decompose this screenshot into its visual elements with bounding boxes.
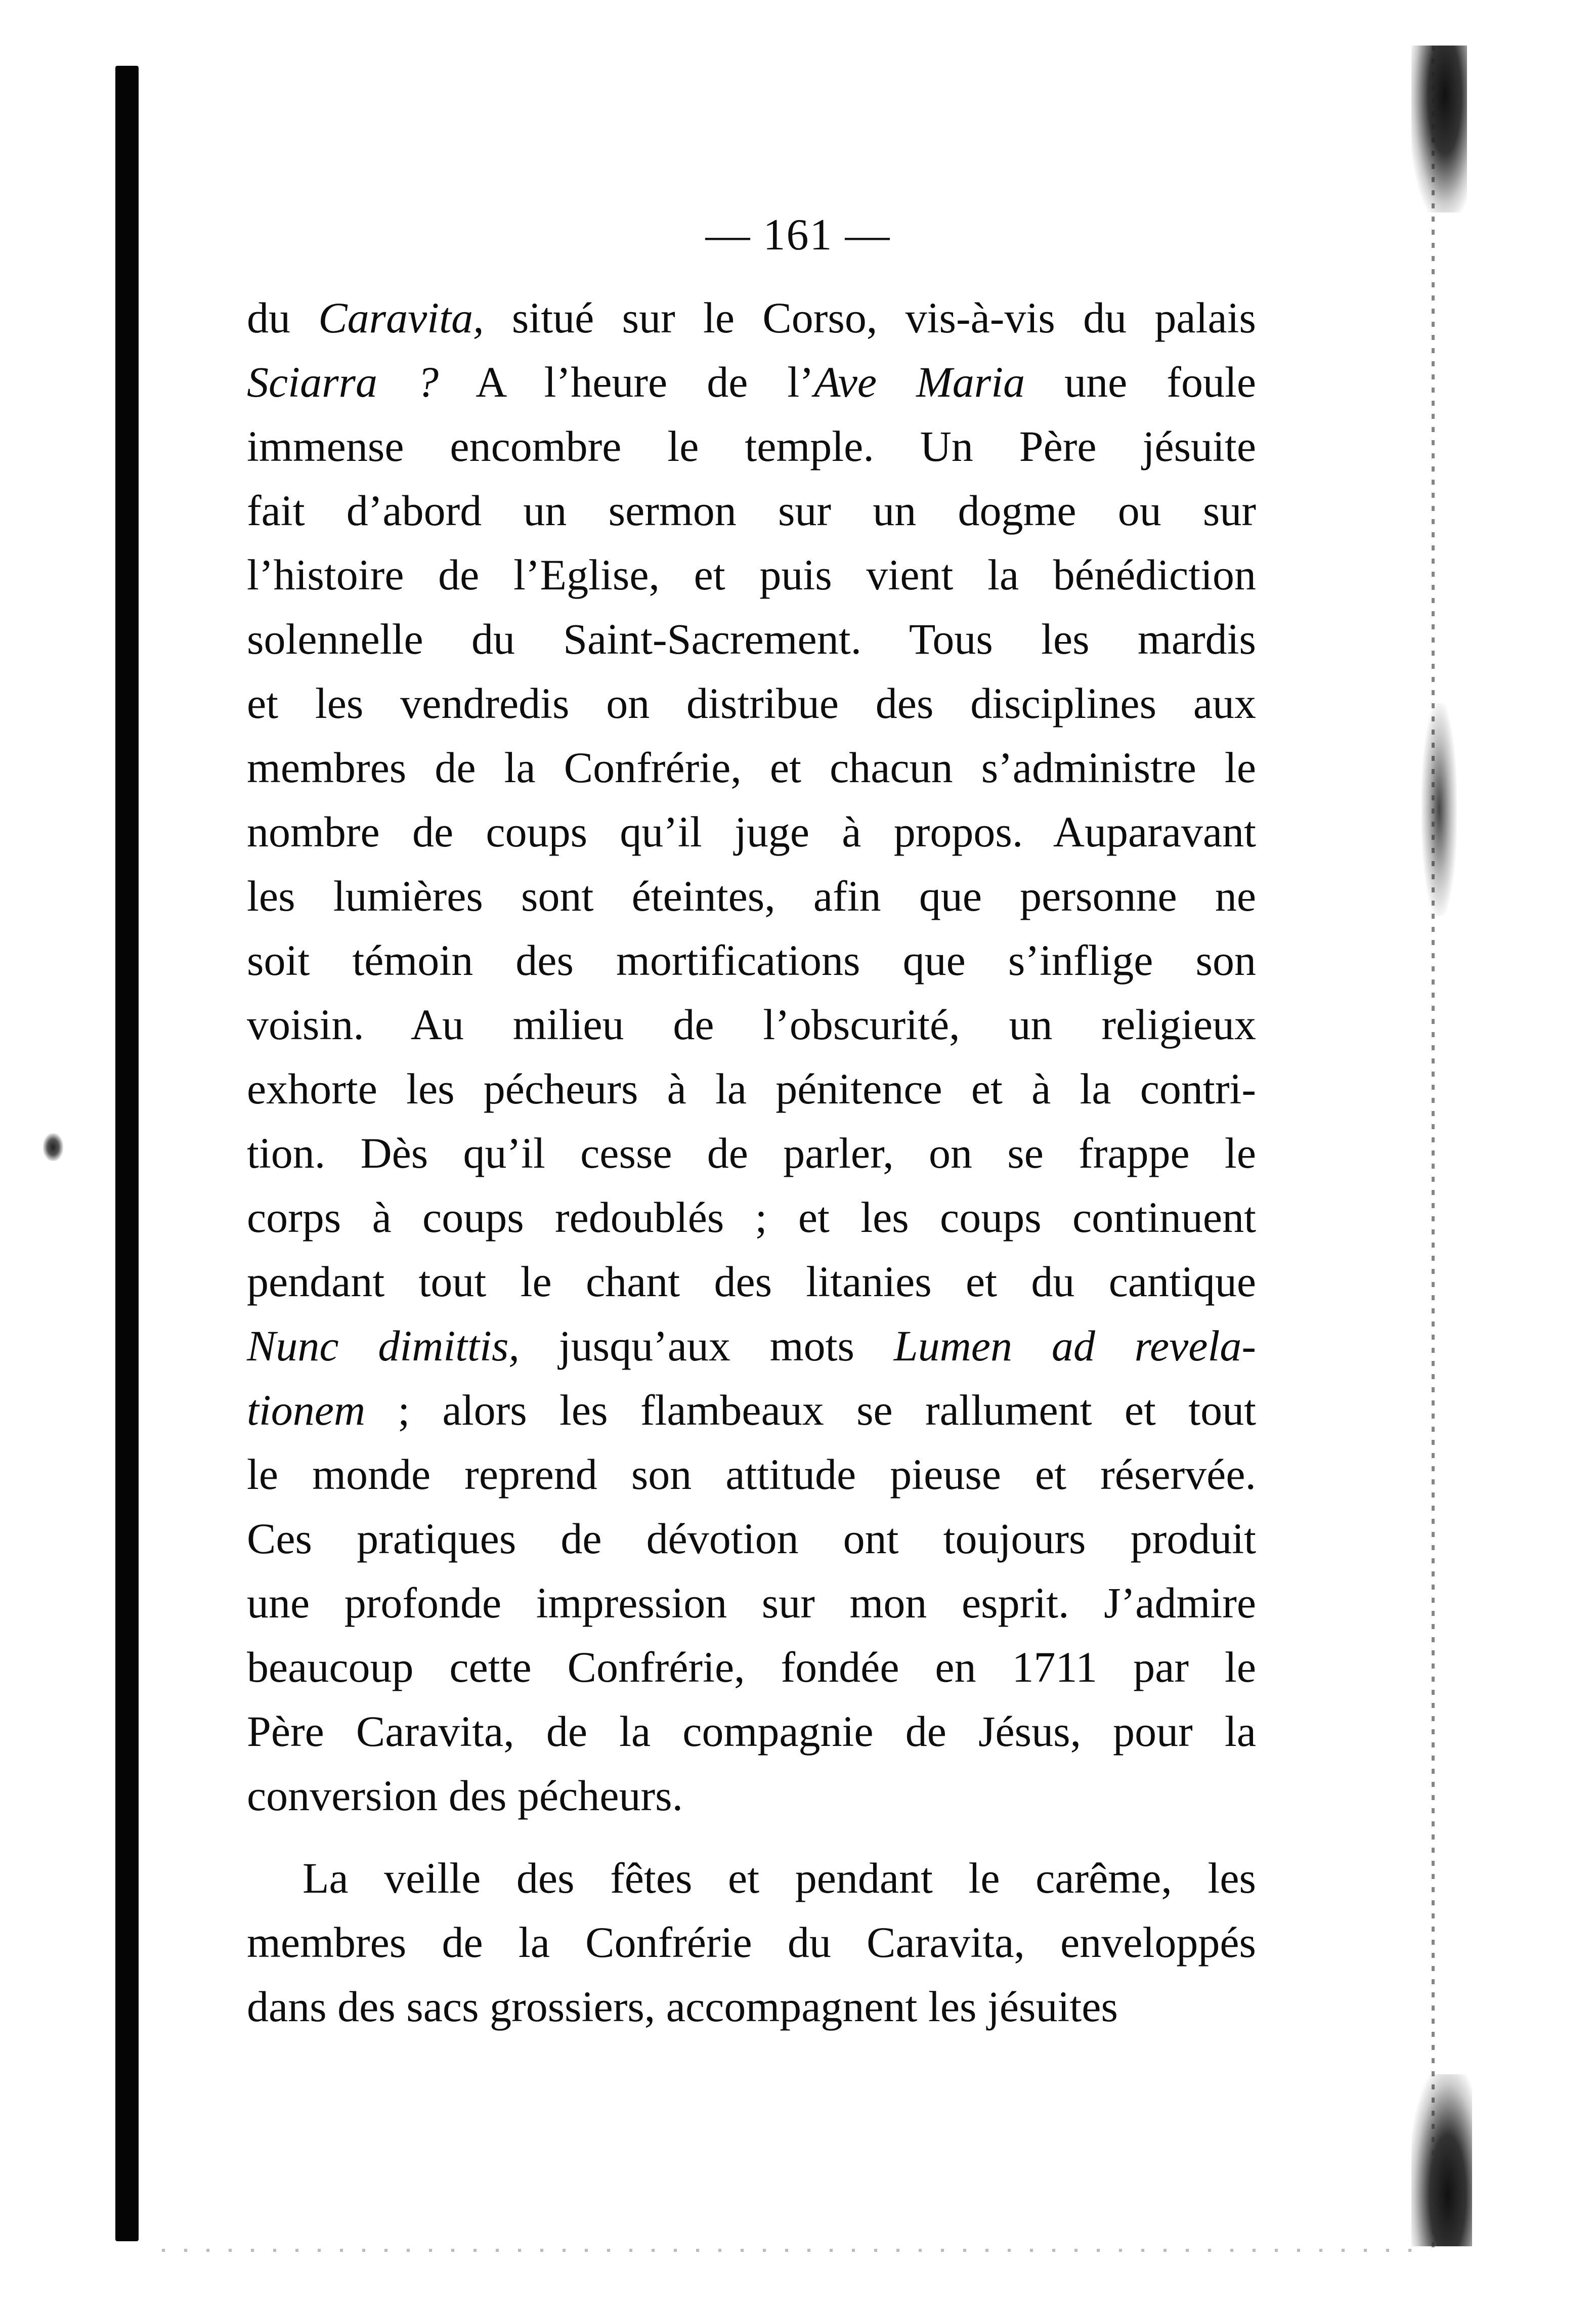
scan-bottom-noise [162, 2249, 1427, 2252]
italic-text: Sciarra ? [247, 358, 439, 406]
text-line [247, 1571, 1256, 1635]
text-run: corps à coups redoublés ; et les coups continuent [247, 1193, 1256, 1242]
text-line [247, 993, 1256, 1057]
body-text [247, 286, 1256, 2039]
text-line [247, 1975, 1256, 2039]
scan-blot-top [1411, 46, 1467, 212]
text-line [247, 1507, 1256, 1571]
text-run: A l’heure de l’ [439, 358, 814, 406]
italic-text: Lumen ad revela- [893, 1321, 1256, 1370]
text-run: immense encombre le temple. Un Père jésuite [247, 422, 1256, 471]
text-run: une profonde impression sur mon esprit. J’admire [247, 1578, 1256, 1627]
text-run: Père Caravita, de la compagnie de Jésus, pour la [247, 1707, 1256, 1756]
text-line [247, 607, 1256, 671]
text-run: du [247, 293, 319, 342]
text-line [247, 671, 1256, 736]
page-number: — 161 — [705, 210, 891, 260]
text-line [247, 800, 1256, 864]
text-run: pendant tout le chant des litanies et du cantique [247, 1257, 1256, 1306]
text-line [247, 286, 1256, 350]
text-run: beaucoup cette Confrérie, fondée en 1711 par le [247, 1643, 1256, 1691]
paragraph-gap [247, 1828, 1256, 1846]
text-run: tion. Dès qu’il cesse de parler, on se frappe le [247, 1129, 1256, 1177]
text-run: les lumières sont éteintes, afin que personne ne [247, 872, 1256, 920]
text-line [247, 928, 1256, 993]
text-line [247, 1314, 1256, 1378]
text-run: La veille des fêtes et pendant le carême, les [303, 1854, 1256, 1902]
text-line [247, 350, 1256, 414]
text-line [247, 1635, 1256, 1699]
text-line [247, 1250, 1256, 1314]
text-run: et les vendredis on distribue des disciplines aux [247, 679, 1256, 728]
text-line [247, 736, 1256, 800]
italic-text: Ave Maria [813, 358, 1025, 406]
text-line [247, 543, 1256, 607]
text-line [247, 1378, 1256, 1442]
text-run: ; alors les flambeaux se rallument et tout [365, 1386, 1256, 1434]
text-line [247, 479, 1256, 543]
text-line [247, 414, 1256, 479]
text-run: Ces pratiques de dévotion ont toujours produit [247, 1514, 1256, 1563]
italic-text: tionem [247, 1386, 366, 1434]
text-run: le monde reprend son attitude pieuse et réservée. [247, 1450, 1256, 1499]
scan-speck [43, 1133, 63, 1161]
italic-text: Nunc dimittis, [247, 1321, 520, 1370]
text-run: situé sur le Corso, vis-à-vis du palais [484, 293, 1256, 342]
text-run: exhorte les pécheurs à la pénitence et à la contri- [247, 1064, 1256, 1113]
text-line [247, 1442, 1256, 1507]
text-run: soit témoin des mortifications que s’inflige son [247, 936, 1256, 985]
text-run: solennelle du Saint-Sacrement. Tous les mardis [247, 615, 1256, 663]
text-run: conversion des pécheurs. [247, 1771, 683, 1820]
scan-dotted-edge [1432, 46, 1435, 2251]
text-run: fait d’abord un sermon sur un dogme ou sur [247, 486, 1256, 535]
text-line [247, 1910, 1256, 1975]
text-run: une foule [1025, 358, 1257, 406]
text-run: voisin. Au milieu de l’obscurité, un religieux [247, 1000, 1256, 1049]
text-run: nombre de coups qu’il juge à propos. Auparavant [247, 807, 1256, 856]
text-run: l’histoire de l’Eglise, et puis vient la bénédiction [247, 550, 1256, 599]
italic-text: Caravita, [318, 293, 484, 342]
paragraph [247, 286, 1256, 1828]
binding-edge [115, 66, 139, 2241]
text-line [247, 1185, 1256, 1250]
scan-blot-middle [1421, 703, 1457, 916]
text-run: membres de la Confrérie du Caravita, enveloppés [247, 1918, 1256, 1967]
scan-blot-bottom [1411, 2074, 1472, 2246]
text-line [247, 864, 1256, 928]
paragraph [247, 1846, 1256, 2039]
text-line [247, 1121, 1256, 1185]
text-run: jusqu’aux mots [519, 1321, 894, 1370]
text-line [247, 1764, 1256, 1828]
text-run: membres de la Confrérie, et chacun s’administre le [247, 743, 1256, 792]
scan-right-edge [1411, 46, 1477, 2251]
text-run: dans des sacs grossiers, accompagnent les jésuites [247, 1982, 1118, 2031]
text-line [247, 1699, 1256, 1764]
text-line [247, 1057, 1256, 1121]
text-line [247, 1846, 1256, 1910]
